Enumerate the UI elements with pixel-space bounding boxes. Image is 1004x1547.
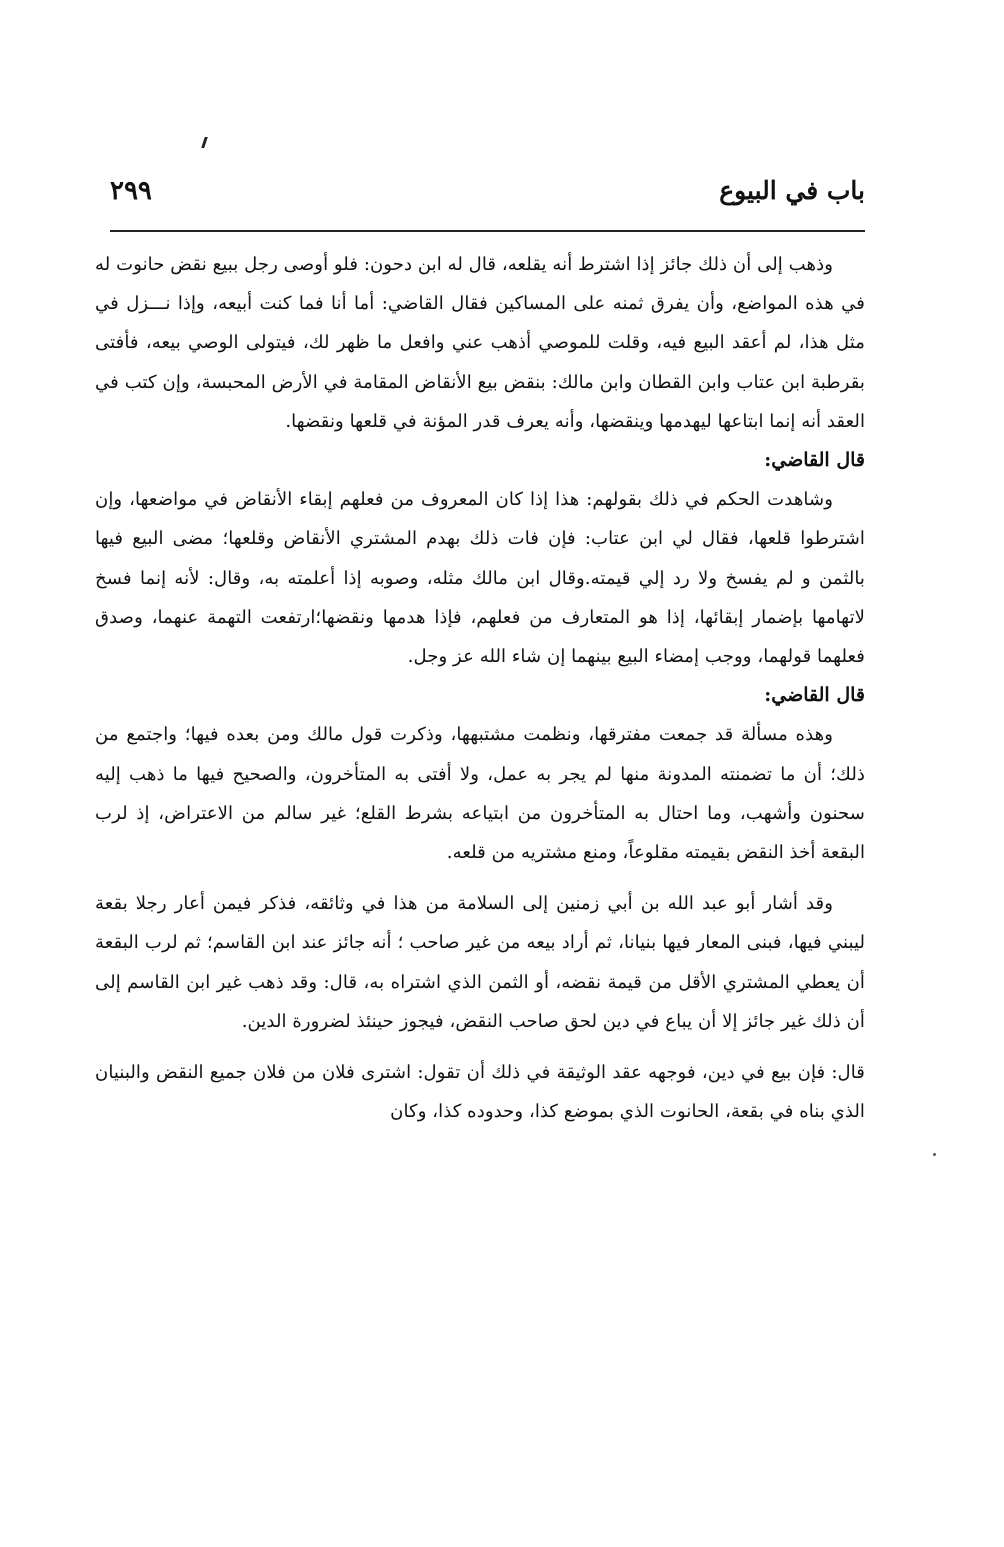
paragraph: قال: فإن بيع في دين، فوجهه عقد الوثيقة في ذلك أن تقول: اشترى فلان من فلان جميع النقض والبنيان الذي بناه في بقعة، الحانوت الذي بموضع كذا، وحدوده كذا، وكان bbox=[95, 1062, 865, 1123]
paragraph: وشاهدت الحكم في ذلك بقولهم: هذا إذا كان المعروف من فعلهم إبقاء الأنقاض في مواضعها، وإن اشترطوا قلعها، فقال لي ابن عتاب: فإن فات ذلك بهدم المشتري الأنقاض وقلعها؛ مضى البيع فيها بالثمن و لم يفسخ ولا رد إلي قيمته.وقال ابن مالك مثله، وصوبه إذا أعلمته به، وقال: لأنه إنما فسخ لاتهامها بإضمار إبقائها، إذا هو المتعارف من فعلهم، فإذا هدمها ونقضها؛ارتفعت التهمة عنهما، وصدق فعلهما قولهما، ووجب إمضاء البيع بينهما إن شاء الله عز وجل. bbox=[95, 489, 865, 668]
paragraph-gap bbox=[95, 1041, 865, 1053]
header-rule bbox=[110, 230, 865, 232]
paragraph-gap bbox=[95, 872, 865, 884]
ink-speck bbox=[201, 137, 208, 148]
page-header bbox=[110, 176, 865, 216]
running-title: باب في البيوع bbox=[719, 176, 865, 205]
paragraph: وقد أشار أبو عبد الله بن أبي زمنين إلى السلامة من هذا في وثائقه، فذكر فيمن أعار رجلا بقعة ليبني فيها، فبنى المعار فيها بنيانا، ثم أراد بيعه من غير صاحب ؛ أنه جائز عند ابن القاسم؛ ثم لرب البقعة أن يعطي المشتري الأقل من قيمة نقضه، أو الثمن الذي اشتراه به، قال: وقد ذهب غير ابن القاسم إلى أن ذلك غير جائز إلا أن يباع في دين لحق صاحب النقض، فيجوز حينئذ لضرورة الدين. bbox=[95, 893, 865, 1032]
section-heading: قال القاضي: bbox=[764, 684, 865, 707]
page-body bbox=[95, 245, 865, 1131]
ink-dot bbox=[933, 1153, 936, 1156]
page-number: ٢٩٩ bbox=[110, 176, 152, 206]
paragraph: وهذه مسألة قد جمعت مفترقها، ونظمت مشتبهها، وذكرت قول مالك ومن بعده فيها؛ واجتمع من ذلك؛ أن ما تضمنته المدونة منها لم يجر به عمل، ولا أفتى به المتأخرون، والصحيح فيها ما ذهب إليه سحنون وأشهب، وما احتال به المتأخرون من ابتياعه بشرط القلع؛ غير سالم من الاعتراض، إذ لرب البقعة أخذ النقض بقيمته مقلوعاً، ومنع مشتريه من قلعه. bbox=[95, 724, 865, 864]
section-heading: قال القاضي: bbox=[764, 449, 865, 472]
paragraph: وذهب إلى أن ذلك جائز إذا اشترط أنه يقلعه، قال له ابن دحون: فلو أوصى رجل ببيع نقض حانوت له في هذه المواضع، وأن يفرق ثمنه على المساكين فقال القاضي: أما أنا فما كنت أبيعه، وإذا نـــزل في مثل هذا، لم أعقد البيع فيه، وقلت للموصي أذهب عني وافعل ما ظهر لك، فيتولى الوصي بيعه، فأفتى بقرطبة ابن عتاب وابن القطان وابن مالك: بنقض بيع الأنقاض المقامة في الأرض المحبسة، وإن كتب في العقد أنه إنما ابتاعها ليهدمها وينقضها، وأنه يعرف قدر المؤنة في قلعها ونقضها. bbox=[95, 254, 865, 432]
